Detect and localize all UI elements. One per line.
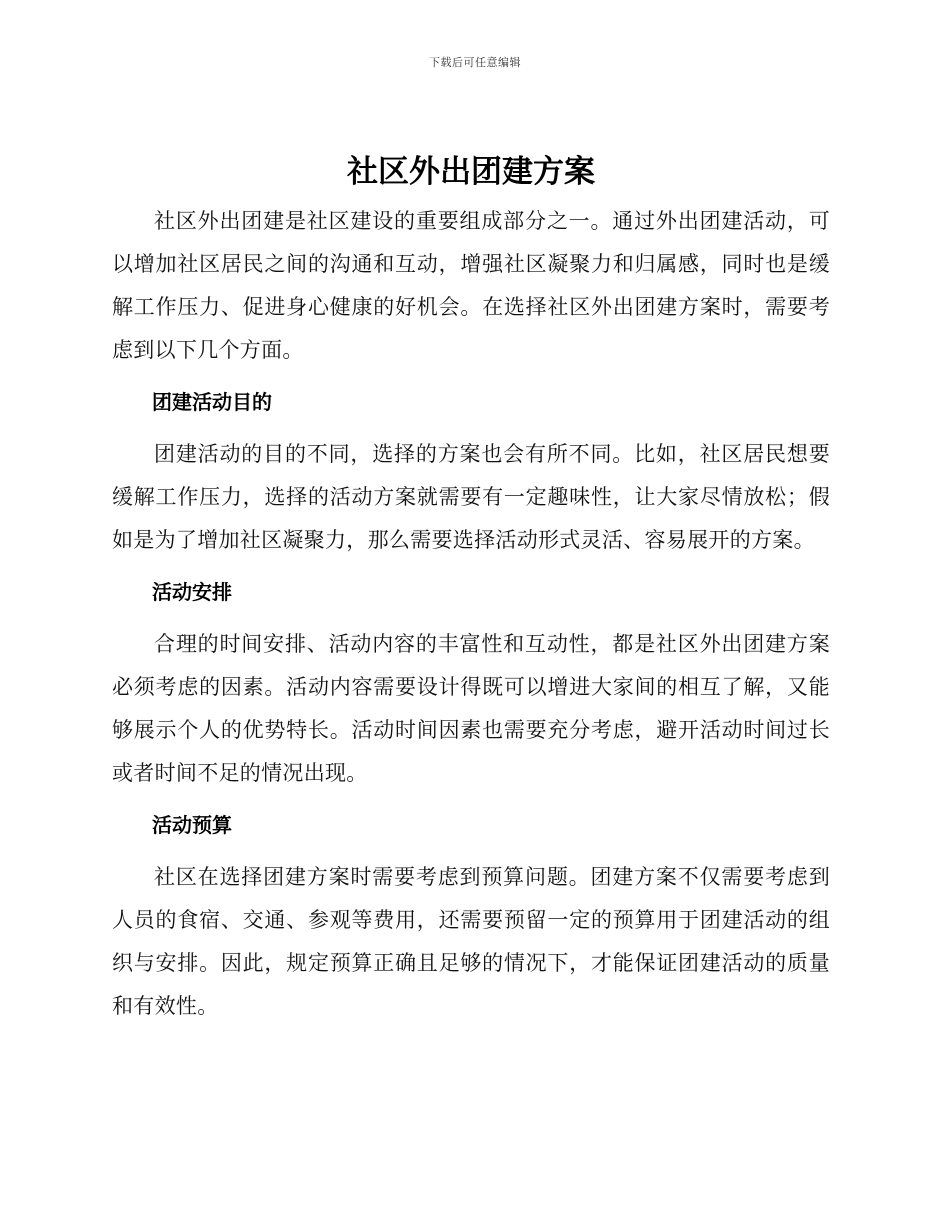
section-heading: 团建活动目的	[152, 390, 272, 414]
document-title: 社区外出团建方案	[347, 154, 595, 190]
section-purpose	[112, 381, 830, 562]
document-body	[112, 148, 830, 1028]
section-heading: 活动预算	[152, 813, 232, 837]
section-paragraph: 社区在选择团建方案时需要考虑到预算问题。团建方案不仅需要考虑到人员的食宿、交通、参观等费用，还需要预留一定的预算用于团建活动的组织与安排。因此，规定预算正确且足够的情况下，才能保证团建活动的质量和有效性。	[112, 865, 830, 1018]
section-paragraph: 团建活动的目的不同，选择的方案也会有所不同。比如，社区居民想要缓解工作压力，选择的活动方案就需要有一定趣味性，让大家尽情放松；假如是为了增加社区凝聚力，那么需要选择活动形式灵活、容易展开的方案。	[112, 442, 830, 552]
section-budget	[112, 804, 830, 1028]
header-note: 下载后可任意编辑	[429, 56, 521, 69]
section-paragraph: 合理的时间安排、活动内容的丰富性和互动性，都是社区外出团建方案必须考虑的因素。活动内容需要设计得既可以增进大家间的相互了解，又能够展示个人的优势特长。活动时间因素也需要充分考虑，避开活动时间过长或者时间不足的情况出现。	[112, 632, 830, 785]
section-heading: 活动安排	[152, 580, 232, 604]
intro-paragraph: 社区外出团建是社区建设的重要组成部分之一。通过外出团建活动，可以增加社区居民之间的沟通和互动，增强社区凝聚力和归属感，同时也是缓解工作压力、促进身心健康的好机会。在选择社区外出团建方案时，需要考虑到以下几个方面。	[112, 209, 830, 362]
section-arrangement	[112, 571, 830, 795]
